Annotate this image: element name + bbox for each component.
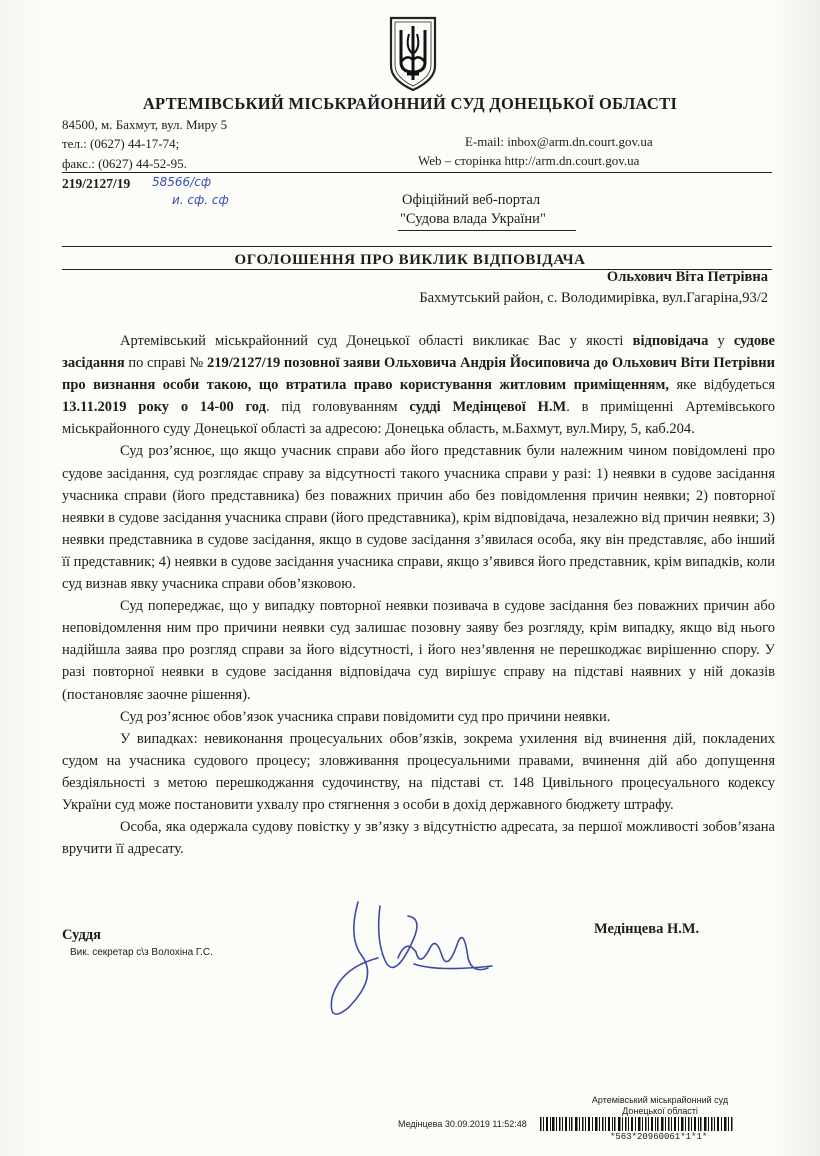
- header-divider: [62, 172, 772, 173]
- paragraph-obligation: Суд роз’яснює обов’язок учасника справи повідомити суд про причини неявки.: [120, 708, 611, 725]
- print-info: Медінцева 30.09.2019 11:52:48: [398, 1119, 527, 1129]
- respondent-address: Бахмутський район, с. Володимирівка, вул.Гагаріна,93/2: [419, 290, 768, 306]
- court-name: АРТЕМІВСЬКИЙ МІСЬКРАЙОННИЙ СУД ДОНЕЦЬКОЇ ОБЛАСТІ: [142, 94, 678, 113]
- paragraph-delivery: Особа, яка одержала судову повістку у зв’язку з відсутністю адресата, за першої можливості зобов’язана вручити її адресату.: [62, 819, 775, 858]
- paragraph-summons: Артемівський міськрайонний суд Донецької області викликає Вас у якості відповідача у судове засідання по справі № 219/2127/19 позовної заяви Ольховича Андрія Йосиповича до Ольхович Віти Петрівни про визнання особи такою, що втратила право користування житловим приміщенням, яке відбудеться 13.11.2019 року о 14-00 год. під головуванням судді Медінцевої Н.М. в приміщенні Артемівського міськрайонного суду Донецької області за адресою: Донецька область, м.Бахмут, вул.Миру, 5, каб.204.: [62, 333, 776, 438]
- barcode-icon: [540, 1117, 734, 1131]
- court-website: Web – сторінка http://arm.dn.court.gov.ua: [418, 153, 640, 168]
- addressee-line-1: Офіційний веб-портал: [402, 192, 541, 208]
- respondent-name: Ольхович Віта Петрівна: [606, 269, 768, 285]
- court-email: E-mail: inbox@arm.dn.court.gov.ua: [465, 134, 653, 149]
- handwritten-signature: [318, 898, 498, 1028]
- signature-role: Суддя: [62, 927, 101, 943]
- coat-of-arms-icon: [385, 14, 441, 92]
- barcode-text: *563*20960061*1*1*: [610, 1132, 708, 1142]
- court-address: 84500, м. Бахмут, вул. Миру 5: [62, 117, 228, 132]
- handwritten-registration-1: 58566/сф: [152, 175, 212, 189]
- court-stamp-line-2: Донецької області: [622, 1106, 698, 1116]
- judge-name: Медінцева Н.М.: [594, 921, 700, 937]
- paragraph-penalty: У випадках: невиконання процесуальних обов’язків, зокрема ухилення від вчинення дій, покладених судом на учасника судового процесу; зловживання процесуальними правами, вчинення дій або допущення бездіяльності з метою перешкоджання судочинству, на підставі ст. 148 Цивільного процесуального кодексу України суд може постановити ухвалу про стягнення з особи в дохід державного бюджету штрафу.: [62, 730, 775, 813]
- paragraph-warning: Суд попереджає, що у випадку повторної неявки позивача в судове засідання без поважних причин або неповідомлення ним про причини неявки суд залишає позовну заяву без розгляду, крім випадку, якщо від нього надійшла заява про розгляд справи за його відсутності, і його нез’явлення не перешкоджає вирішенню спору. У разі повторної неявки в судове засідання відповідача суд вирішує справу на підставі наявних у ній доказів (постановляє заочне рішення).: [62, 598, 775, 703]
- court-fax: факс.: (0627) 44-52-95.: [62, 156, 187, 171]
- document-title: ОГОЛОШЕННЯ ПРО ВИКЛИК ВІДПОВІДАЧА: [234, 252, 586, 268]
- secretary-line: Вик. секретар с\з Волохіна Г.С.: [70, 947, 213, 958]
- notice-body: [62, 330, 775, 860]
- court-phone: тел.: (0627) 44-17-74;: [62, 136, 180, 151]
- title-divider-top: [62, 246, 772, 247]
- addressee-underline: [398, 230, 576, 231]
- paragraph-absence-rules: Суд роз’яснює, що якщо учасник справи або його представник були належним чином повідомлені про судове засідання, суд розглядає справу за відсутності такого учасника справи у разі: 1) неявки в судове засідання учасника справи (його представника) без поважних причин або без повідомлення причин неявки; 2) повторної неявки в судове засідання учасника справи (його представника), крім відповідача, незалежно від причин неявки; 3) неявки представника в судове засідання, якщо в судове засідання з’явилася особа, яку він представляє, або інший її представник; 4) неявки в судове засідання учасника справи, якщо з’явився його представник, крім випадків, коли суд визнав явку учасника справи обов’язковою.: [62, 443, 775, 593]
- registration-number: 219/2127/19: [62, 176, 131, 191]
- court-stamp-line-1: Артемівський міськрайонний суд: [591, 1095, 729, 1105]
- addressee-line-2: "Судова влада України": [400, 211, 546, 227]
- handwritten-registration-2: и. сф. сф: [172, 193, 229, 207]
